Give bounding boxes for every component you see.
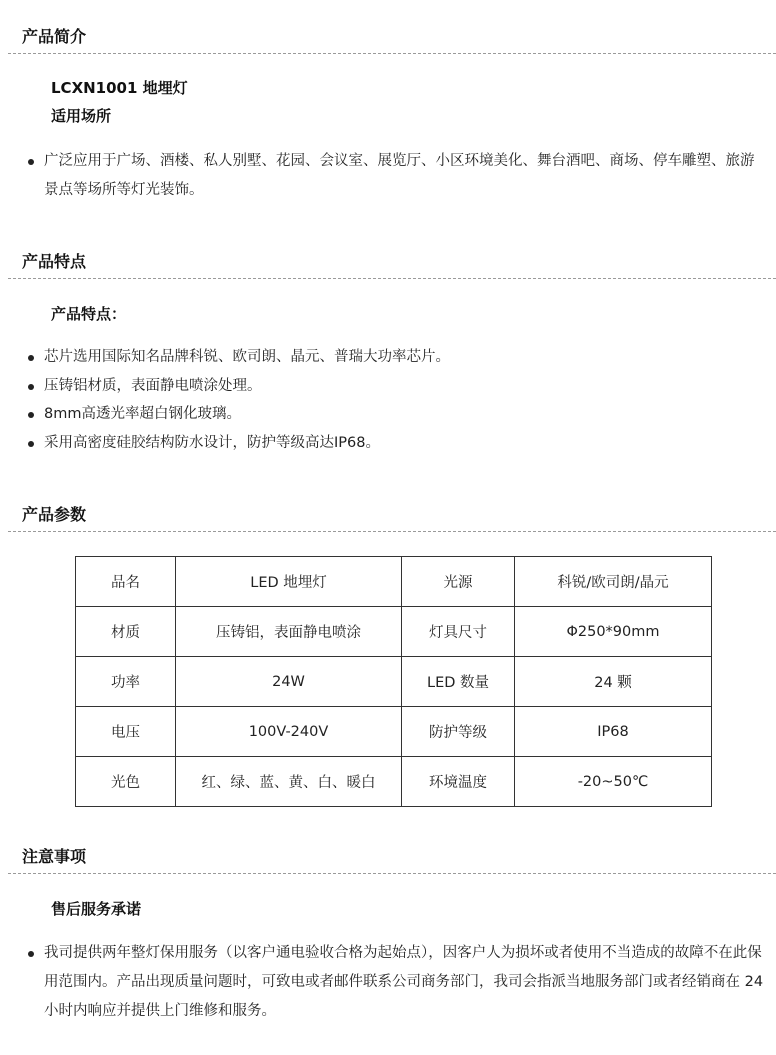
model-title: LCXN1001 地埋灯 bbox=[51, 79, 188, 97]
bullet-icon bbox=[28, 412, 34, 418]
table-cell: 电压 bbox=[76, 707, 176, 757]
table-cell: 100V-240V bbox=[176, 707, 402, 757]
bullet-icon bbox=[28, 355, 34, 361]
list-item: 广泛应用于广场、酒楼、私人别墅、花园、会议室、展览厅、小区环境美化、舞台酒吧、商场、停车雕塑、旅游景点等场所等灯光装饰。 bbox=[26, 147, 768, 205]
table-cell: 压铸铝，表面静电喷涂 bbox=[176, 607, 402, 657]
section-title: 产品参数 bbox=[22, 505, 87, 524]
table-row bbox=[76, 757, 712, 807]
table-cell: IP68 bbox=[515, 707, 712, 757]
after-sales-title: 售后服务承诺 bbox=[51, 900, 142, 918]
section-title: 注意事项 bbox=[22, 847, 87, 866]
table-cell: 防护等级 bbox=[402, 707, 515, 757]
table-cell: 材质 bbox=[76, 607, 176, 657]
dashed-divider bbox=[8, 53, 776, 54]
list-item: 压铸铝材质，表面静电喷涂处理。 bbox=[26, 372, 768, 401]
section-title: 产品简介 bbox=[22, 27, 87, 46]
list-item: 我司提供两年整灯保用服务（以客户通电验收合格为起始点），因客户人为损坏或者使用不当造成的故障不在此保用范围内。产品出现质量问题时，可致电或者邮件联系公司商务部门，我司会指派当地服务部门或者经销商在 24 小时内响应并提供上门维修和服务。 bbox=[26, 939, 768, 1026]
table-cell: 光源 bbox=[402, 557, 515, 607]
params-table bbox=[75, 556, 712, 807]
table-cell: 红、绿、蓝、黄、白、暖白 bbox=[176, 757, 402, 807]
table-cell: Φ250*90mm bbox=[515, 607, 712, 657]
table-cell: LED 地埋灯 bbox=[176, 557, 402, 607]
bullet-icon bbox=[28, 441, 34, 447]
list-item: 8mm高透光率超白钢化玻璃。 bbox=[26, 400, 768, 429]
features-subheading: 产品特点： bbox=[51, 305, 127, 323]
table-row bbox=[76, 657, 712, 707]
usage-title: 适用场所 bbox=[51, 107, 112, 125]
table-row bbox=[76, 607, 712, 657]
features-list bbox=[26, 343, 768, 457]
dashed-divider bbox=[8, 873, 776, 874]
table-cell: 光色 bbox=[76, 757, 176, 807]
notice-list bbox=[26, 939, 768, 1026]
section-title: 产品特点 bbox=[22, 252, 87, 271]
bullet-icon bbox=[28, 384, 34, 390]
table-cell: LED 数量 bbox=[402, 657, 515, 707]
bullet-icon bbox=[28, 951, 34, 957]
list-item: 采用高密度硅胶结构防水设计，防护等级高达IP68。 bbox=[26, 429, 768, 458]
table-cell: 24W bbox=[176, 657, 402, 707]
table-row bbox=[76, 707, 712, 757]
dashed-divider bbox=[8, 278, 776, 279]
list-item: 芯片选用国际知名品牌科锐、欧司朗、晶元、普瑞大功率芯片。 bbox=[26, 343, 768, 372]
table-cell: -20~50℃ bbox=[515, 757, 712, 807]
table-row bbox=[76, 557, 712, 607]
dashed-divider bbox=[8, 531, 776, 532]
table-cell: 品名 bbox=[76, 557, 176, 607]
table-cell: 环境温度 bbox=[402, 757, 515, 807]
bullet-icon bbox=[28, 159, 34, 165]
table-cell: 24 颗 bbox=[515, 657, 712, 707]
table-cell: 科锐/欧司朗/晶元 bbox=[515, 557, 712, 607]
table-cell: 灯具尺寸 bbox=[402, 607, 515, 657]
usage-list bbox=[26, 147, 768, 205]
table-cell: 功率 bbox=[76, 657, 176, 707]
